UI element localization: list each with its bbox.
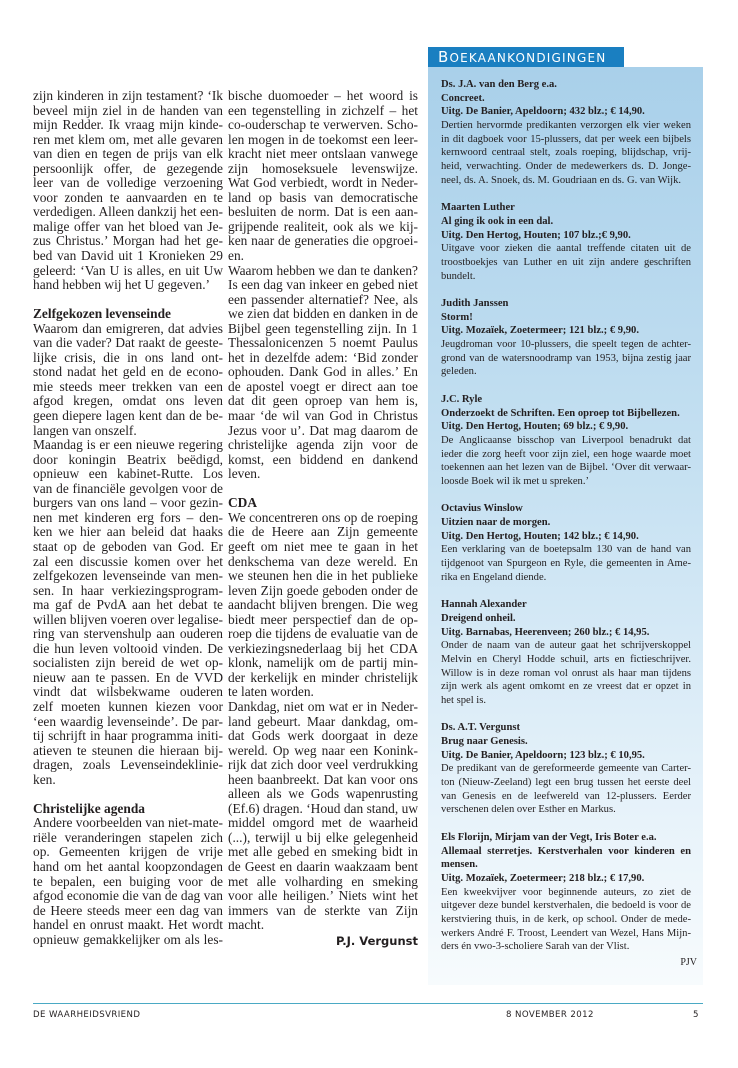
text-line: voor zonden te aanvaarden en te: [33, 190, 223, 205]
text-line: We concentreren ons op de roeping: [228, 510, 418, 525]
book-publisher: Uitg. Barnabas, Heerenveen; 260 blz.; € 14,95.: [441, 626, 650, 638]
text-line: de Heere steeds meer een dag van: [33, 903, 223, 918]
book-entry: [441, 201, 691, 283]
entry-gap: [441, 283, 691, 297]
book-publisher: Uitg. De Banier, Apeldoorn; 123 blz.; € 10,95.: [441, 749, 645, 761]
book-description-line: Een kweekvijver voor beginnende auteurs, zo ziet de: [441, 886, 691, 898]
sidebar-title-rest: OEKAANKONDIGINGEN: [449, 51, 607, 65]
text-line: zelf moeten kunnen kiezen voor: [33, 699, 223, 714]
book-author: Judith Janssen: [441, 298, 509, 309]
book-description-line: loosde Boek wil ik met u spreken.’: [441, 475, 589, 487]
text-line: tij schrijft in haar programma initi-: [33, 729, 223, 744]
text-line: het in dezelfde adem: ‘Bid zonder: [228, 350, 418, 365]
book-description-line: Jeugdroman voor 10-plussers, die speelt tegen de achter-: [441, 339, 691, 351]
text-line: Waarom dan emigreren, dat advies: [33, 321, 223, 336]
book-entry: [441, 721, 691, 817]
entry-gap: [441, 188, 691, 202]
book-description-line: rika en Engeland diende.: [441, 571, 547, 583]
book-publisher: Uitg. Mozaïek, Zoetermeer; 121 blz.; € 9,90.: [441, 325, 639, 337]
text-line: bed van David uit 1 Kronieken 29: [33, 249, 223, 264]
section-heading: Zelfgekozen levenseinde: [33, 307, 171, 322]
book-title: Dreigend onheil.: [441, 612, 516, 624]
book-description-line: geleden.: [441, 366, 477, 378]
paragraph-gap: [33, 293, 223, 308]
book-description-line: Dertien hervormde predikanten verzorgen elk vier weken: [441, 120, 691, 132]
text-line: atieven te steunen die hieraan bij-: [33, 743, 223, 758]
book-description-line: heid, verwachting. Onder de medewerkers ds. D. Jonge-: [441, 161, 691, 173]
text-line: rijk dat zich door veel verdrukking: [228, 758, 418, 773]
sidebar-title: [428, 47, 624, 68]
paragraph: [228, 700, 418, 933]
book-publisher: Uitg. Mozaïek, Zoetermeer; 218 blz.; € 17,90.: [441, 872, 645, 884]
article-column-left: [33, 89, 223, 947]
text-line: dragen, zoals Levenseindeklinie-: [33, 758, 223, 773]
paragraph-gap: [33, 787, 223, 802]
text-line: persoonlijk offer, de gezegende: [33, 161, 223, 176]
text-line: ken.: [33, 772, 56, 787]
book-publisher: Uitg. De Banier, Apeldoorn; 432 blz.; € 14,90.: [441, 106, 645, 118]
text-line: land gebeurt. Maar dankdag, om-: [228, 714, 418, 729]
book-publisher: Uitg. Den Hertog, Houten; 107 blz.;€ 9,90.: [441, 229, 631, 241]
text-line: Dankdag, niet om wat er in Neder-: [228, 699, 418, 714]
book-description-line: neel, ds. A. Snoek, ds. M. Goudriaan en ds. G. van Wijk.: [441, 174, 682, 186]
book-description-line: Een verklaring van de boetepsalm 130 van de hand van: [441, 544, 691, 556]
book-title: Uitzien naar de morgen.: [441, 517, 551, 528]
book-description-line: De Anglicaanse bisschop van Liverpool benadrukt dat: [441, 434, 691, 446]
text-line: afgod economie die van de dag van: [33, 889, 223, 904]
paragraph: [228, 89, 418, 264]
entry-gap: [441, 817, 691, 831]
text-line: afgod kregen, omdat ons leven: [33, 394, 223, 409]
paragraph: [228, 511, 418, 700]
text-line: grijpende realiteit, ook als we kij-: [228, 219, 418, 234]
text-line: voor alle heiligen.’ Niets wint het: [228, 889, 418, 904]
book-title: Concreet.: [441, 92, 485, 104]
text-line: roep die tijdens de evaluatie van de: [228, 627, 418, 642]
book-description-line: het spel is.: [441, 694, 487, 706]
book-description-line: De predikant van de gereformeerde gemeente van Carter-: [441, 763, 691, 775]
text-line: een tegenstelling in zichzelf – het: [228, 103, 418, 118]
text-line: Thessalonicenzen 5 noemt Paulus: [228, 336, 418, 351]
book-author: Els Florijn, Mirjam van der Vegt, Iris Boter e.a.: [441, 831, 657, 843]
book-description-line: grond van de watersnoodramp van 1953, bijna zestig jaar: [441, 352, 691, 364]
book-description-line: kerstviering thuis, in de kerk, op school. Onder de mede-: [441, 913, 691, 925]
text-line: kracht niet meer ontslaan vanwege: [228, 147, 418, 162]
book-description-line: verschenen delen over Esther en Markus.: [441, 804, 616, 816]
paragraph: [33, 322, 223, 438]
text-line: sen. In haar verkiezingsprogram-: [33, 583, 223, 598]
text-line: langen van onszelf.: [33, 423, 137, 438]
section-heading: Christelijke agenda: [33, 801, 145, 816]
book-description-line: tijdgenoot van Spurgeon en Ryle, die gemeenten in Ame-: [441, 558, 691, 570]
text-line: land op basis van democratische: [228, 190, 418, 205]
text-line: Andere voorbeelden van niet-mate-: [33, 816, 223, 831]
book-description-line: Willow is in deze roman vol onrust als haar man tijdens: [441, 667, 691, 679]
text-line: dat dit geen oproep van hem is,: [228, 394, 418, 409]
text-line: dat Gods werk doorgaat in deze: [228, 729, 418, 744]
book-author: Hannah Alexander: [441, 599, 527, 611]
text-line: van de financiële gevolgen voor de: [33, 481, 223, 496]
article-column-middle: [228, 89, 418, 950]
text-line: riële veranderingen stapelen zich: [33, 830, 223, 845]
book-description-line: Onder de naam van de auteur gaat het schrijverskoppel: [441, 640, 691, 652]
text-line: te laten worden.: [228, 685, 314, 700]
book-entry: [441, 297, 691, 379]
text-line: van dien en tegen de prijs van elk: [33, 147, 223, 162]
text-line: beveel mijn ziel in de handen van: [33, 103, 223, 118]
text-line: leer van de volledige verzoening: [33, 176, 223, 191]
text-line: Waarom hebben we dan te danken?: [228, 263, 418, 278]
section-heading: CDA: [228, 496, 258, 511]
author-signature: P.J. Vergunst: [335, 933, 418, 948]
text-line: en.: [228, 249, 244, 264]
book-announcements-list: [441, 78, 697, 970]
text-line: biedt meer perspectief dan de op-: [228, 612, 418, 627]
book-entry: [441, 831, 691, 954]
book-description-line: troostboekjes van Luther en uit zijn andere geschriften: [441, 256, 691, 268]
text-line: vindt dat wilsbekwame ouderen: [33, 685, 223, 700]
text-line: willen blijven voeren over legalise-: [33, 612, 223, 627]
text-line: (Ef.6) dragen. ‘Houd dan stand, uw: [228, 801, 418, 816]
text-line: Maandag is er een nieuwe regering: [33, 438, 223, 453]
book-description-line: in dit dagboek voor 15-plussers, dat per week een bijbels: [441, 133, 691, 145]
book-description-line: Uitgave voor zieken die aantal treffende citaten uit de: [441, 243, 691, 255]
text-line: met alle gebed en smeking bidt in: [228, 845, 418, 860]
book-description-line: ieder die zorg heeft voor zijn ziel, een hoge waarde moet: [441, 448, 691, 460]
text-line: alleen als we Gods wapenrusting: [228, 787, 418, 802]
paragraph: [33, 89, 223, 293]
book-description-line: zijn werk als agent omkomt en ze vreest dat er opzet in: [441, 681, 691, 693]
text-line: (...), terwijl u bij elke gelegenheid: [228, 830, 418, 845]
text-line: ‘een waardig levenseinde’. De par-: [33, 714, 223, 729]
book-title: Onderzoekt de Schriften. Een oproep tot Bijbellezen.: [441, 407, 680, 419]
text-line: zijn homoseksuele levenswijze.: [228, 161, 418, 176]
text-line: macht.: [228, 918, 265, 933]
text-line: Jezus voor u’. Dat mag daarom de: [228, 423, 418, 438]
text-line: ophouden. Dank God in alles.’ En: [228, 365, 418, 380]
book-title: Allemaal sterretjes. Kerstverhalen voor kinderen en: [441, 845, 691, 857]
text-line: een passender alternatief? Nee, als: [228, 292, 418, 307]
entry-gap: [441, 379, 691, 393]
text-line: ma gaf de PvdA aan het debat te: [33, 598, 223, 613]
book-title: Storm!: [441, 311, 473, 323]
book-title: Brug naar Genesis.: [441, 736, 528, 747]
book-author: Ds. J.A. van den Berg e.a.: [441, 79, 557, 90]
text-line: Wat God verbiedt, wordt in Neder-: [228, 176, 418, 191]
text-line: socialisten zijn bereid de wet op-: [33, 656, 223, 671]
text-line: immers van de sterkte van Zijn: [228, 903, 418, 918]
text-line: co-ouderschap te verwerven. Scho-: [228, 118, 418, 133]
text-line: van die vader? Dat raakt de geeste-: [33, 336, 223, 351]
text-line: opnieuw gemakkelijker om als les-: [33, 932, 223, 947]
text-line: besluiten de norm. Dat is een aan-: [228, 205, 418, 220]
book-author: J.C. Ryle: [441, 393, 483, 405]
text-line: heen baanbreekt. Dat kan voor ons: [228, 772, 418, 787]
entry-gap: [441, 708, 691, 722]
text-line: te bepalen, een buiging voor de: [33, 874, 223, 889]
text-line: handel en onrust maakt. Het wordt: [33, 918, 223, 933]
text-line: we steunen hen die in het publieke: [228, 569, 418, 584]
paragraph-gap: [228, 482, 418, 497]
text-line: middel omgord met de waarheid: [228, 816, 418, 831]
text-line: geeft om niet mee te gaan in het: [228, 539, 418, 554]
text-line: klonk, namelijk om de partij min-: [228, 656, 418, 671]
text-line: verkiezingsnederlaag bij het CDA: [228, 641, 418, 656]
book-description-line: Melvin en Cheryl Hodde schuil, arts en fictieschrijver.: [441, 653, 691, 665]
book-description-line: werkers André F. Troost, Leendert van Wezel, Hans Mijn-: [441, 927, 691, 939]
book-entry: [441, 502, 691, 584]
text-line: zal een discussie komen over het: [33, 554, 223, 569]
text-line: geen diepere lagen kent dan de be-: [33, 409, 223, 424]
text-line: ken we hier aan beleid dat haaks: [33, 525, 223, 540]
text-line: leven.: [228, 467, 261, 482]
book-description-line: ton (Nieuw-Zeeland) legt een brug tussen het eerste deel: [441, 777, 691, 789]
book-entry: [441, 598, 691, 708]
entry-gap: [441, 489, 691, 503]
text-line: de apostel voegt er direct aan toe: [228, 379, 418, 394]
text-line: malige offer van het bloed van Je-: [33, 219, 223, 234]
text-line: Is een dag van inkeer en gebed niet: [228, 278, 418, 293]
book-publisher: Uitg. Den Hertog, Houten; 69 blz.; € 9,90.: [441, 421, 629, 433]
text-line: met alle volharding en smeking: [228, 874, 418, 889]
text-line: zelfgekozen levenseinde van men-: [33, 569, 223, 584]
text-line: len mogen in de toekomst een leer-: [228, 132, 418, 147]
footer-publication: DE WAARHEIDSVRIEND: [33, 1010, 141, 1020]
book-publisher: Uitg. Den Hertog, Houten; 142 blz.; € 14,90.: [441, 530, 639, 542]
book-description-line: kernwoord centraal stelt, zoals roeping, blijdschap, vrij-: [441, 147, 691, 159]
paragraph: [33, 816, 223, 947]
text-line: op. Gemeenten krijgen de vrije: [33, 845, 223, 860]
book-entry: [441, 393, 691, 489]
paragraph: [33, 438, 223, 787]
text-line: christelijke agenda zijn voor de: [228, 438, 418, 453]
book-description-line: toekennen aan het lezen van de Bijbel. ‘Over dit verwaar-: [441, 462, 691, 474]
entry-gap: [441, 584, 691, 598]
book-author: Ds. A.T. Vergunst: [441, 722, 520, 734]
page-number: 5: [693, 1010, 699, 1020]
book-description-line: uitgever deze bundel kerstverhalen, die bedoeld is voor de: [441, 900, 691, 912]
book-entry: [441, 78, 691, 188]
text-line: lijke crisis, die in ons land ont-: [33, 350, 223, 365]
book-description-line: bundelt.: [441, 270, 476, 282]
sidebar-title-initial: B: [438, 48, 450, 66]
text-line: mijn Redder. Ik vraag mijn kinde-: [33, 118, 223, 133]
text-line: burgers van ons land – voor gezin-: [33, 496, 223, 511]
paragraph: [228, 264, 418, 482]
text-line: aandacht blijven brengen. Die weg: [228, 598, 418, 613]
text-line: verdedigen. Alleen dankzij het een-: [33, 205, 223, 220]
text-line: komst, een biddend en dankend: [228, 452, 418, 467]
text-line: ken naar de generaties die opgroei-: [228, 234, 418, 249]
text-line: denkschema van deze wereld. En: [228, 554, 418, 569]
text-line: zus Christus.’ Morgan had het ge-: [33, 234, 223, 249]
text-line: mie steeds meer trekken van een: [33, 379, 223, 394]
text-line: stond nadat het geld en de econo-: [33, 365, 223, 380]
reviewer-initials: PJV: [680, 957, 697, 968]
text-line: nieuw aan te passen. En de VVD: [33, 670, 223, 685]
text-line: die de Heere aan Zijn gemeente: [228, 525, 418, 540]
text-line: maar ‘de wil van God in Christus: [228, 409, 418, 424]
book-author: Maarten Luther: [441, 202, 515, 214]
text-line: ring van stervenshulp aan ouderen: [33, 627, 223, 642]
book-title: Al ging ik ook in een dal.: [441, 215, 554, 227]
text-line: bische duomoeder – het woord is: [228, 89, 418, 103]
text-line: de Geest en daarin waakzaam bent: [228, 859, 418, 874]
text-line: hand hebben wij het U gegeven.’: [33, 278, 210, 293]
text-line: der kerkelijk en minder christelijk: [228, 670, 418, 685]
text-line: hand om het aantal koopzondagen: [33, 859, 223, 874]
text-line: nen met kinderen erg fors – den-: [33, 510, 223, 525]
book-description-line: van Genesis en de leefwereld van 12-plussers. Eerder: [441, 790, 691, 802]
footer-rule: [33, 1003, 703, 1004]
text-line: opnieuw een kabinet-Rutte. Los: [33, 467, 223, 482]
text-line: Bijbel geen tegenstelling zijn. In 1: [228, 321, 418, 336]
text-line: leven Zijn goede geboden onder de: [228, 583, 418, 598]
text-line: ren met klem om, met alle gevaren: [33, 132, 223, 147]
text-line: door koningin Beatrix beëdigd,: [33, 452, 223, 467]
footer-date: 8 NOVEMBER 2012: [506, 1010, 594, 1020]
text-line: we zien dat bidden en danken in de: [228, 307, 418, 322]
book-title: mensen.: [441, 859, 478, 871]
text-line: geleerd: ‘Van U is alles, en uit Uw: [33, 263, 223, 278]
book-description-line: ders én vwo-3-scholiere Sarah van der Vlist.: [441, 941, 630, 953]
book-author: Octavius Winslow: [441, 503, 523, 515]
text-line: wereld. Op weg naar een Konink-: [228, 743, 418, 758]
text-line: zijn kinderen in zijn testament? ‘Ik: [33, 89, 223, 103]
text-line: staat op de geboden van God. Er: [33, 539, 223, 554]
text-line: die hun leven voltooid vinden. De: [33, 641, 223, 656]
